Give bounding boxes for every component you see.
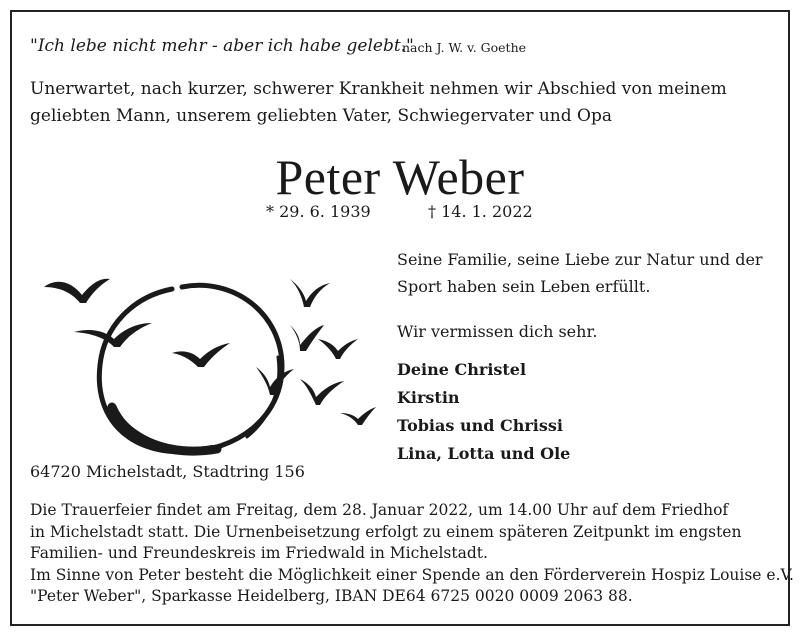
obituary-notice <box>10 10 794 626</box>
moon-and-birds-icon <box>32 257 377 472</box>
tribute-text: Seine Familie, seine Liebe zur Natur und der Sport haben sein Leben erfüllt. <box>397 250 763 296</box>
intro-text: Unerwartet, nach kurzer, schwerer Krankheit nehmen wir Abschied von meinem geliebten Mann, unserem geliebten Vater, Schwiegervater und Opa <box>30 79 727 126</box>
details-line: Im Sinne von Peter besteht die Möglichkeit einer Spende an den Förderverein Hospiz Louise e.V. <box>30 565 794 584</box>
signer: Tobias und Chrissi <box>397 416 563 435</box>
signers-list <box>397 356 570 468</box>
birth-date: * 29. 6. 1939 <box>266 202 371 221</box>
details-line: "Peter Weber", Sparkasse Heidelberg, IBAN DE64 6725 0020 0009 2063 88. <box>30 587 633 605</box>
details-line: Familien- und Freundeskreis im Friedwald in Michelstadt. <box>30 544 488 562</box>
signer: Lina, Lotta und Ole <box>397 444 571 463</box>
quote-text: "Ich lebe nicht mehr - aber ich habe gelebt." <box>30 36 414 56</box>
funeral-details <box>30 500 794 608</box>
death-date: † 14. 1. 2022 <box>428 202 533 221</box>
deceased-name: Peter Weber <box>275 149 525 205</box>
details-line: in Michelstadt statt. Die Urnenbeisetzung erfolgt zu einem späteren Zeitpunkt im engsten <box>30 522 742 541</box>
miss-text: Wir vermissen dich sehr. <box>397 322 598 341</box>
quote-source: nach J. W. v. Goethe <box>402 40 527 55</box>
address: 64720 Michelstadt, Stadtring 156 <box>30 462 305 481</box>
signer: Kirstin <box>397 388 460 407</box>
details-line: Die Trauerfeier findet am Freitag, dem 28. Januar 2022, um 14.00 Uhr auf dem Friedhof <box>30 501 729 519</box>
signer: Deine Christel <box>397 360 527 379</box>
